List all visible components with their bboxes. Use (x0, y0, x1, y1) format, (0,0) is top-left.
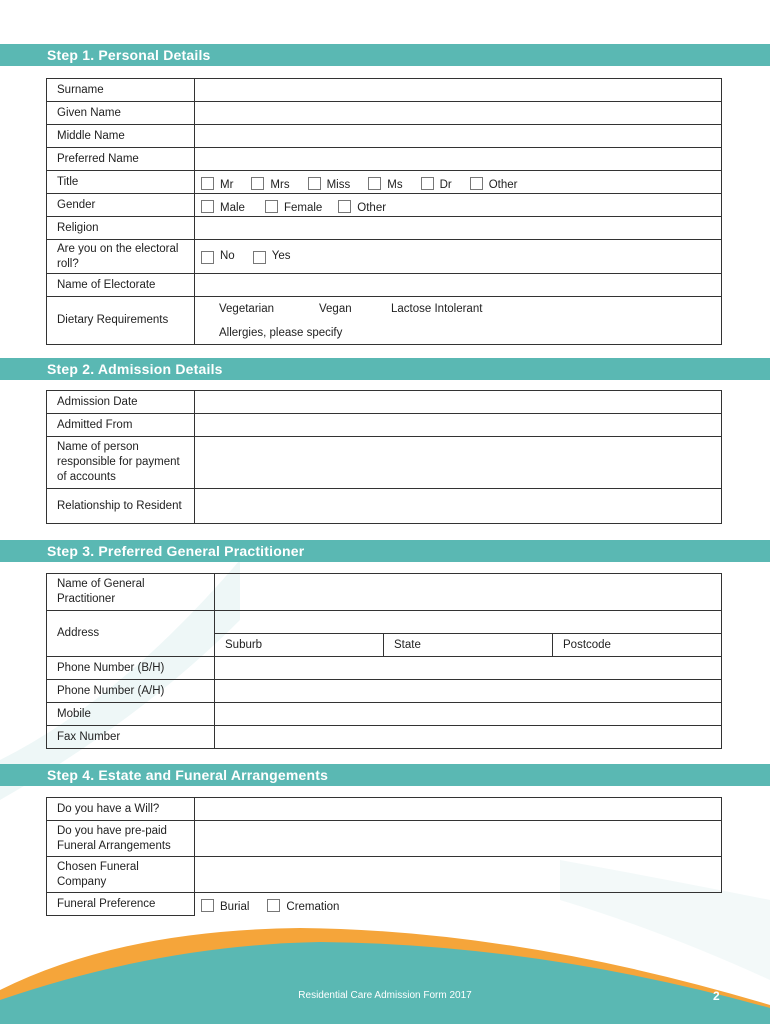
prepaid-label: Do you have pre-paid Funeral Arrangements (47, 821, 195, 857)
title-mrs-checkbox[interactable] (251, 177, 264, 190)
electoral-no-label: No (220, 250, 235, 262)
religion-label: Religion (47, 217, 195, 240)
page-number: 2 (713, 989, 720, 1003)
title-options (195, 171, 722, 194)
electorate-label: Name of Electorate (47, 274, 195, 297)
burial-label: Burial (220, 900, 250, 913)
table-row (47, 703, 722, 726)
table-row (47, 574, 722, 611)
table-row (47, 274, 722, 297)
suburb-field[interactable]: Suburb (215, 634, 384, 657)
table-row (47, 798, 722, 821)
burial-checkbox[interactable] (201, 899, 214, 912)
step2-header: Step 2. Admission Details (0, 358, 770, 380)
gender-label: Gender (47, 194, 195, 217)
title-ms-label: Ms (387, 178, 403, 191)
surname-label: Surname (47, 79, 195, 102)
funeral-pref-label: Funeral Preference (47, 893, 195, 916)
address-field[interactable] (215, 611, 722, 634)
middle-name-label: Middle Name (47, 125, 195, 148)
title-label: Title (47, 171, 195, 194)
table-row (47, 171, 722, 194)
will-field[interactable] (195, 798, 722, 821)
relationship-field[interactable] (195, 489, 722, 524)
electoral-roll-label: Are you on the electoral roll? (47, 240, 195, 274)
surname-field[interactable] (195, 79, 722, 102)
electoral-yes-checkbox[interactable] (253, 251, 266, 264)
table-row (47, 726, 722, 749)
table-row (47, 437, 722, 489)
religion-field[interactable] (195, 217, 722, 240)
title-ms-checkbox[interactable] (368, 177, 381, 190)
dietary-lactose-intolerant[interactable]: Lactose Intolerant (391, 303, 483, 315)
title-mr-label: Mr (220, 178, 234, 191)
table-row (47, 240, 722, 274)
dietary-label: Dietary Requirements (47, 297, 195, 345)
admission-date-label: Admission Date (47, 391, 195, 414)
table-row (47, 217, 722, 240)
table-row (47, 489, 722, 524)
table-row (47, 79, 722, 102)
gp-details-table (46, 573, 722, 749)
funeral-pref-options (195, 893, 722, 916)
table-row (47, 102, 722, 125)
table-row (47, 297, 722, 345)
title-other-checkbox[interactable] (470, 177, 483, 190)
admission-details-table (46, 390, 722, 524)
table-row (47, 148, 722, 171)
relationship-label: Relationship to Resident (47, 489, 195, 524)
middle-name-field[interactable] (195, 125, 722, 148)
gender-other-checkbox[interactable] (338, 200, 351, 213)
phone-ah-field[interactable] (215, 680, 722, 703)
dietary-vegetarian[interactable]: Vegetarian (219, 303, 274, 315)
table-row (47, 821, 722, 857)
phone-ah-label: Phone Number (A/H) (47, 680, 215, 703)
phone-bh-label: Phone Number (B/H) (47, 657, 215, 680)
gender-female-label: Female (283, 201, 323, 214)
gp-name-label: Name of General Practitioner (47, 574, 215, 611)
mobile-label: Mobile (47, 703, 215, 726)
personal-details-table (46, 78, 722, 345)
admitted-from-label: Admitted From (47, 414, 195, 437)
phone-bh-field[interactable] (215, 657, 722, 680)
will-label: Do you have a Will? (47, 798, 195, 821)
funeral-company-label: Chosen Funeral Company (47, 857, 195, 893)
postcode-field[interactable]: Postcode (553, 634, 722, 657)
fax-label: Fax Number (47, 726, 215, 749)
dietary-options-row (219, 302, 482, 317)
title-other-label: Other (488, 178, 518, 191)
step4-header: Step 4. Estate and Funeral Arrangements (0, 764, 770, 786)
address-label: Address (47, 611, 215, 657)
title-miss-checkbox[interactable] (308, 177, 321, 190)
table-row (47, 391, 722, 414)
prepaid-field[interactable] (195, 821, 722, 857)
footer-title: Residential Care Admission Form 2017 (298, 990, 472, 1001)
admitted-from-field[interactable] (195, 414, 722, 437)
electoral-yes-label: Yes (271, 250, 291, 262)
electorate-field[interactable] (195, 274, 722, 297)
table-row (47, 857, 722, 893)
fax-field[interactable] (215, 726, 722, 749)
dietary-allergies[interactable]: Allergies, please specify (219, 327, 343, 339)
table-row (47, 611, 722, 634)
title-mr-checkbox[interactable] (201, 177, 214, 190)
step3-header: Step 3. Preferred General Practitioner (0, 540, 770, 562)
gender-male-label: Male (220, 201, 245, 214)
gender-other-label: Other (357, 201, 387, 214)
electoral-roll-options (195, 240, 722, 274)
table-row (47, 414, 722, 437)
dietary-options (195, 297, 722, 345)
gender-male-checkbox[interactable] (201, 200, 214, 213)
funeral-company-field[interactable] (195, 857, 722, 893)
mobile-field[interactable] (215, 703, 722, 726)
gender-female-checkbox[interactable] (265, 200, 278, 213)
table-row (47, 657, 722, 680)
preferred-name-field[interactable] (195, 148, 722, 171)
table-row (47, 680, 722, 703)
payment-person-field[interactable] (195, 437, 722, 489)
gender-options (195, 194, 722, 217)
estate-funeral-table (46, 797, 722, 916)
preferred-name-label: Preferred Name (47, 148, 195, 171)
cremation-label: Cremation (286, 900, 340, 913)
dietary-vegan[interactable]: Vegan (319, 303, 352, 315)
table-row (47, 125, 722, 148)
title-dr-label: Dr (439, 178, 452, 191)
title-mrs-label: Mrs (270, 178, 290, 191)
electoral-no-checkbox[interactable] (201, 251, 214, 264)
title-miss-label: Miss (326, 178, 351, 191)
given-name-field[interactable] (195, 102, 722, 125)
payment-person-label: Name of person responsible for payment of accounts (47, 437, 195, 489)
title-dr-checkbox[interactable] (421, 177, 434, 190)
admission-date-field[interactable] (195, 391, 722, 414)
table-row (47, 893, 722, 916)
gp-name-field[interactable] (215, 574, 722, 611)
step1-header: Step 1. Personal Details (0, 44, 770, 66)
cremation-checkbox[interactable] (267, 899, 280, 912)
table-row (47, 194, 722, 217)
given-name-label: Given Name (47, 102, 195, 125)
state-field[interactable]: State (384, 634, 553, 657)
